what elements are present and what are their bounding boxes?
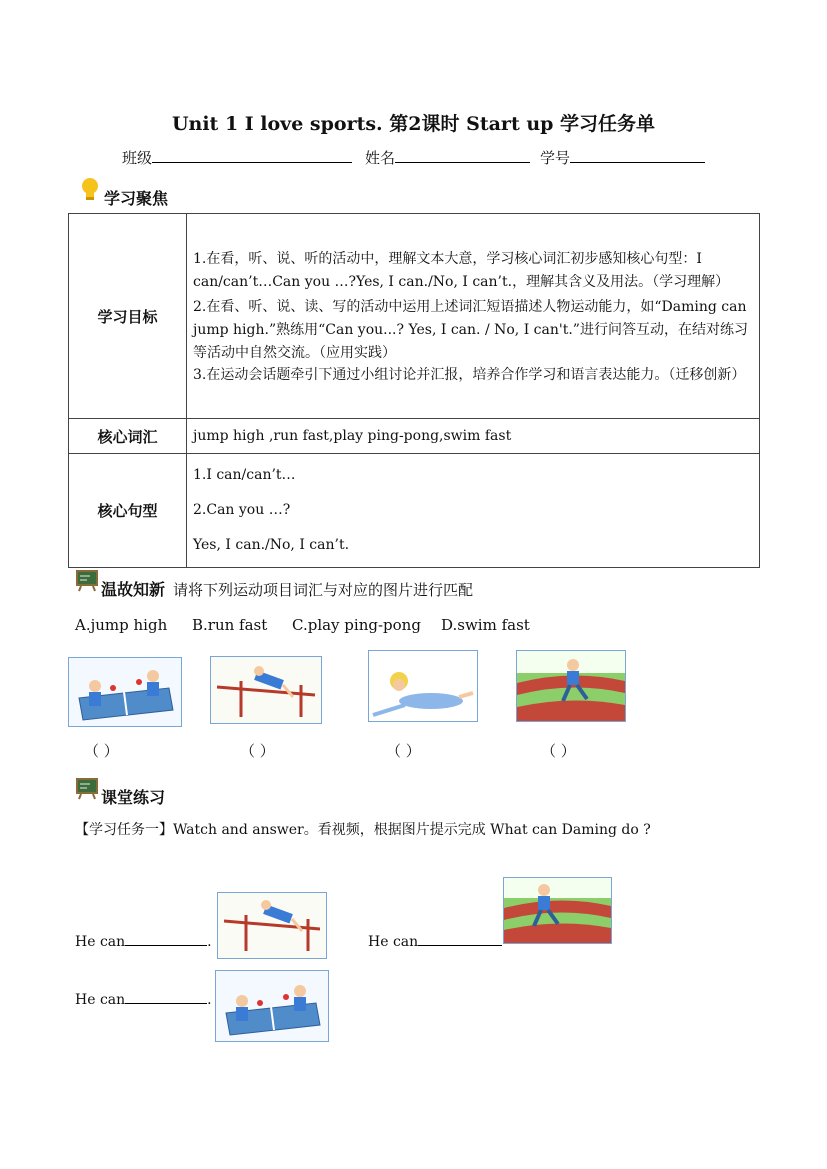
vocab-label: 核心词汇 bbox=[69, 419, 187, 454]
option-a: A.jump high bbox=[75, 616, 168, 634]
practice-heading: 课堂练习 bbox=[101, 788, 166, 807]
sentences-label: 核心句型 bbox=[69, 454, 187, 568]
goals-content bbox=[187, 214, 760, 419]
option-c: C.play ping-pong bbox=[292, 616, 421, 634]
option-b: B.run fast bbox=[192, 616, 268, 634]
answer-blank-1[interactable]: （ ） bbox=[84, 742, 119, 760]
id-blank[interactable] bbox=[570, 147, 705, 163]
page-title: Unit 1 I love sports. 第2课时 Start up 学习任务单 bbox=[171, 113, 656, 135]
answer-line-3 bbox=[75, 988, 212, 1008]
option-d: D.swim fast bbox=[441, 616, 530, 634]
jump-high-picture bbox=[217, 892, 327, 959]
he-can-label: He can bbox=[75, 992, 126, 1008]
run-picture bbox=[516, 650, 626, 722]
task-instruction: 【学习任务一】Watch and answer。看视频，根据图片提示完成 What can Daming do ? bbox=[75, 822, 651, 838]
ping-pong-picture bbox=[68, 657, 182, 727]
sentence-3: Yes, I can./No, I can’t. bbox=[193, 537, 350, 553]
vocab-row bbox=[69, 419, 760, 454]
period: . bbox=[207, 934, 212, 950]
answer-input-3[interactable] bbox=[125, 988, 207, 1004]
goals-label: 学习目标 bbox=[69, 214, 187, 419]
jump-high-picture bbox=[210, 656, 322, 724]
answer-blank-4[interactable]: （ ） bbox=[541, 742, 576, 760]
id-field bbox=[540, 147, 705, 168]
name-blank[interactable] bbox=[395, 147, 530, 163]
focus-heading: 学习聚焦 bbox=[104, 189, 169, 208]
answer-input-1[interactable] bbox=[125, 930, 207, 946]
class-label: 班级 bbox=[122, 149, 153, 167]
answer-line-1 bbox=[75, 930, 212, 950]
review-heading-line bbox=[101, 577, 473, 600]
vocab-content: jump high ,run fast,play ping-pong,swim fast bbox=[187, 419, 760, 454]
class-field bbox=[122, 147, 352, 168]
answer-blank-3[interactable]: （ ） bbox=[386, 742, 421, 760]
class-blank[interactable] bbox=[152, 147, 352, 163]
sentence-1: 1.I can/can’t… bbox=[193, 467, 296, 483]
goal-3: 3.在运动会话题牵引下通过小组讨论并汇报，培养合作学习和语言表达能力。（迁移创新） bbox=[193, 366, 746, 383]
answer-input-2[interactable] bbox=[418, 930, 502, 946]
he-can-label: He can bbox=[368, 934, 419, 950]
he-can-label: He can bbox=[75, 934, 126, 950]
ping-pong-picture bbox=[215, 970, 329, 1042]
period: . bbox=[207, 992, 212, 1008]
blackboard-icon bbox=[76, 778, 98, 804]
goal-2: 2.在看、听、说、读、写的活动中运用上述词汇短语描述人物运动能力，如“Daming can jump high.”熟练用“Can you...? Yes, I can. / No, I can't.”进行问答互动，在结对练习等活动中自然交流。（应用实践） bbox=[193, 298, 748, 361]
name-field bbox=[365, 147, 530, 168]
id-label: 学号 bbox=[540, 149, 571, 167]
focus-table bbox=[68, 213, 760, 568]
sentences-row bbox=[69, 454, 760, 568]
goal-1: 1.在看，听、说、听的活动中，理解文本大意，学习核心词汇初步感知核心句型：I can/can’t…Can you …?Yes, I can./No, I can’t.，理解其含义及用法。（学习理解） bbox=[193, 250, 730, 290]
lightbulb-icon bbox=[80, 176, 100, 208]
answer-blank-2[interactable]: （ ） bbox=[240, 742, 275, 760]
sentence-2: 2.Can you …? bbox=[193, 502, 291, 518]
name-label: 姓名 bbox=[365, 149, 396, 167]
review-instruction: 请将下列运动项目词汇与对应的图片进行匹配 bbox=[173, 581, 474, 599]
review-heading: 温故知新 bbox=[101, 580, 166, 599]
swim-picture bbox=[368, 650, 478, 722]
blackboard-icon bbox=[76, 570, 98, 596]
run-picture bbox=[503, 877, 612, 944]
sentences-content bbox=[187, 454, 760, 568]
goals-row bbox=[69, 214, 760, 419]
answer-line-2 bbox=[368, 930, 502, 950]
